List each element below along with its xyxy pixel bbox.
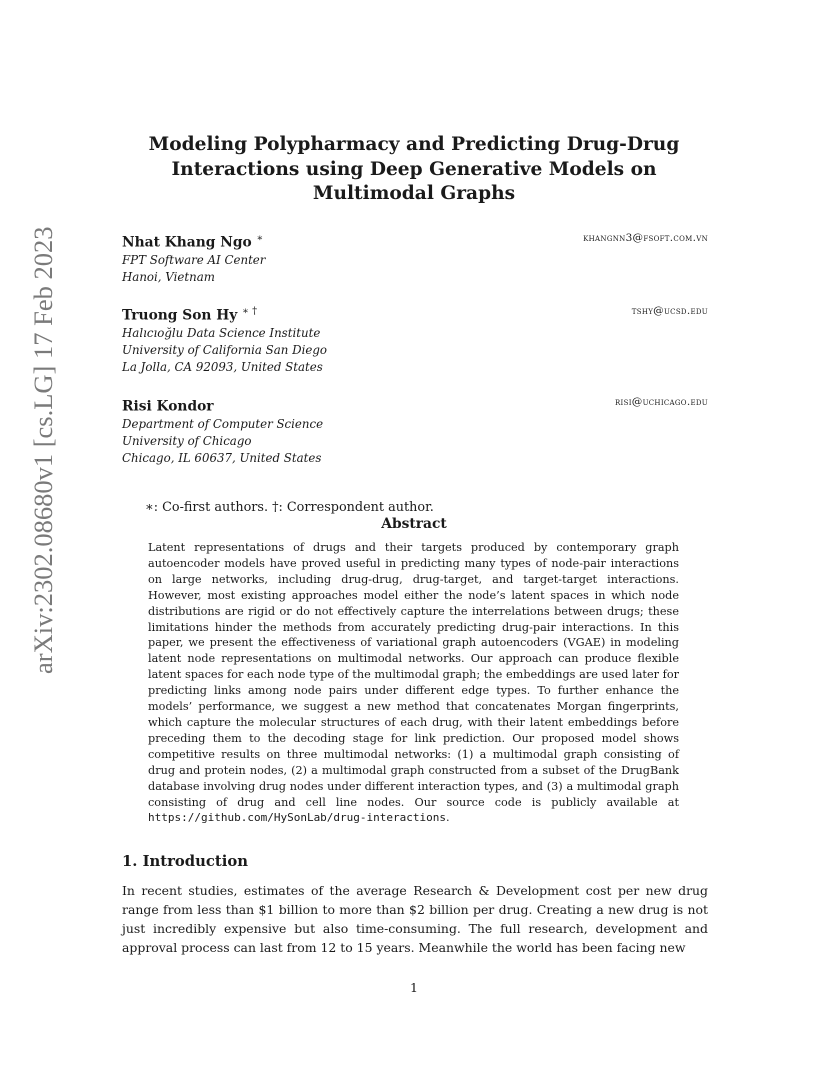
author-name: [122, 303, 708, 325]
author-email[interactable]: khangnn3@fsoft.com.vn: [583, 232, 708, 244]
author-name-text: Truong Son Hy: [122, 307, 238, 324]
affiliation-line: Halıcıoğlu Data Science Institute: [122, 325, 321, 340]
affiliation-line: University of Chicago: [122, 433, 252, 448]
author-email[interactable]: tshy@ucsd.edu: [631, 305, 708, 317]
abstract-body: [148, 540, 679, 826]
abstract-text: Latent representations of drugs and their targets produced by contemporary graph autoencoder models have proved useful in predicting many types of node-pair interactions on large networks, including drug-drug, drug-target, and target-target interactions. However, most existing approaches model either the node’s latent spaces in which node distributions are rigid or do not effectively capture the interrelations between drugs; these limitations hinder the methods from accurately predicting drug-pair interactions. In this paper, we present the effectiveness of variational graph autoencoders (VGAE) in modeling latent node representations on multimodal networks. Our approach can produce flexible latent spaces for each node type of the multimodal graph; the embeddings are used later for predicting links among node pairs under different edge types. To further enhance the models’ performance, we suggest a new method that concatenates Morgan fingerprints, which capture the molecular structures of each drug, with their latent embeddings before preceding them to the decoding stage for link prediction. Our proposed model shows competitive results on three multimodal networks: (1) a multimodal graph consisting of drug and protein nodes, (2) a multimodal graph constructed from a subset of the DrugBank database involving drug nodes under different interaction types, and (3) a multimodal graph consisting of drug and cell line nodes. Our source code is publicly available at: [148, 541, 679, 809]
cofirst-note: ∗: Co-first authors. †: Correspondent author.: [145, 500, 434, 515]
abstract-heading: Abstract: [381, 516, 447, 532]
arxiv-identifier: arXiv:2302.08680v1 [cs.LG] 17 Feb 2023: [28, 226, 58, 674]
affiliation-line: La Jolla, CA 92093, United States: [122, 359, 323, 374]
page-number: 1: [410, 980, 418, 995]
author-block: [122, 394, 708, 467]
affiliation-line: Department of Computer Science: [122, 416, 324, 431]
abstract-end-period: .: [446, 811, 450, 825]
section-heading: 1. Introduction: [122, 853, 248, 870]
author-name-text: Nhat Khang Ngo: [122, 234, 252, 251]
affiliation-line: FPT Software AI Center: [122, 252, 266, 267]
author-block: [122, 303, 708, 376]
paper-title: Modeling Polypharmacy and Predicting Drug-Drug Interactions using Deep Generative Models on Multimodal Graphs: [148, 134, 680, 204]
author-email[interactable]: risi@uchicago.edu: [614, 396, 708, 408]
source-code-link[interactable]: https://github.com/HySonLab/drug-interactions: [148, 811, 447, 825]
author-marks: ∗: [256, 233, 264, 244]
author-marks: ∗ †: [242, 306, 258, 317]
affiliation-line: Chicago, IL 60637, United States: [122, 450, 322, 465]
author-name-text: Risi Kondor: [122, 398, 214, 415]
introduction-paragraph: In recent studies, estimates of the average Research & Development cost per new drug range from less than $1 billion to more than $2 billion per drug. Creating a new drug is not just incredibly expensive but also time-consuming. The full research, development and approval process can last from 12 to 15 years. Meanwhile the world has been facing new: [122, 883, 708, 955]
author-block: [122, 230, 708, 286]
affiliation-line: Hanoi, Vietnam: [122, 269, 215, 284]
affiliation-line: University of California San Diego: [122, 342, 327, 357]
